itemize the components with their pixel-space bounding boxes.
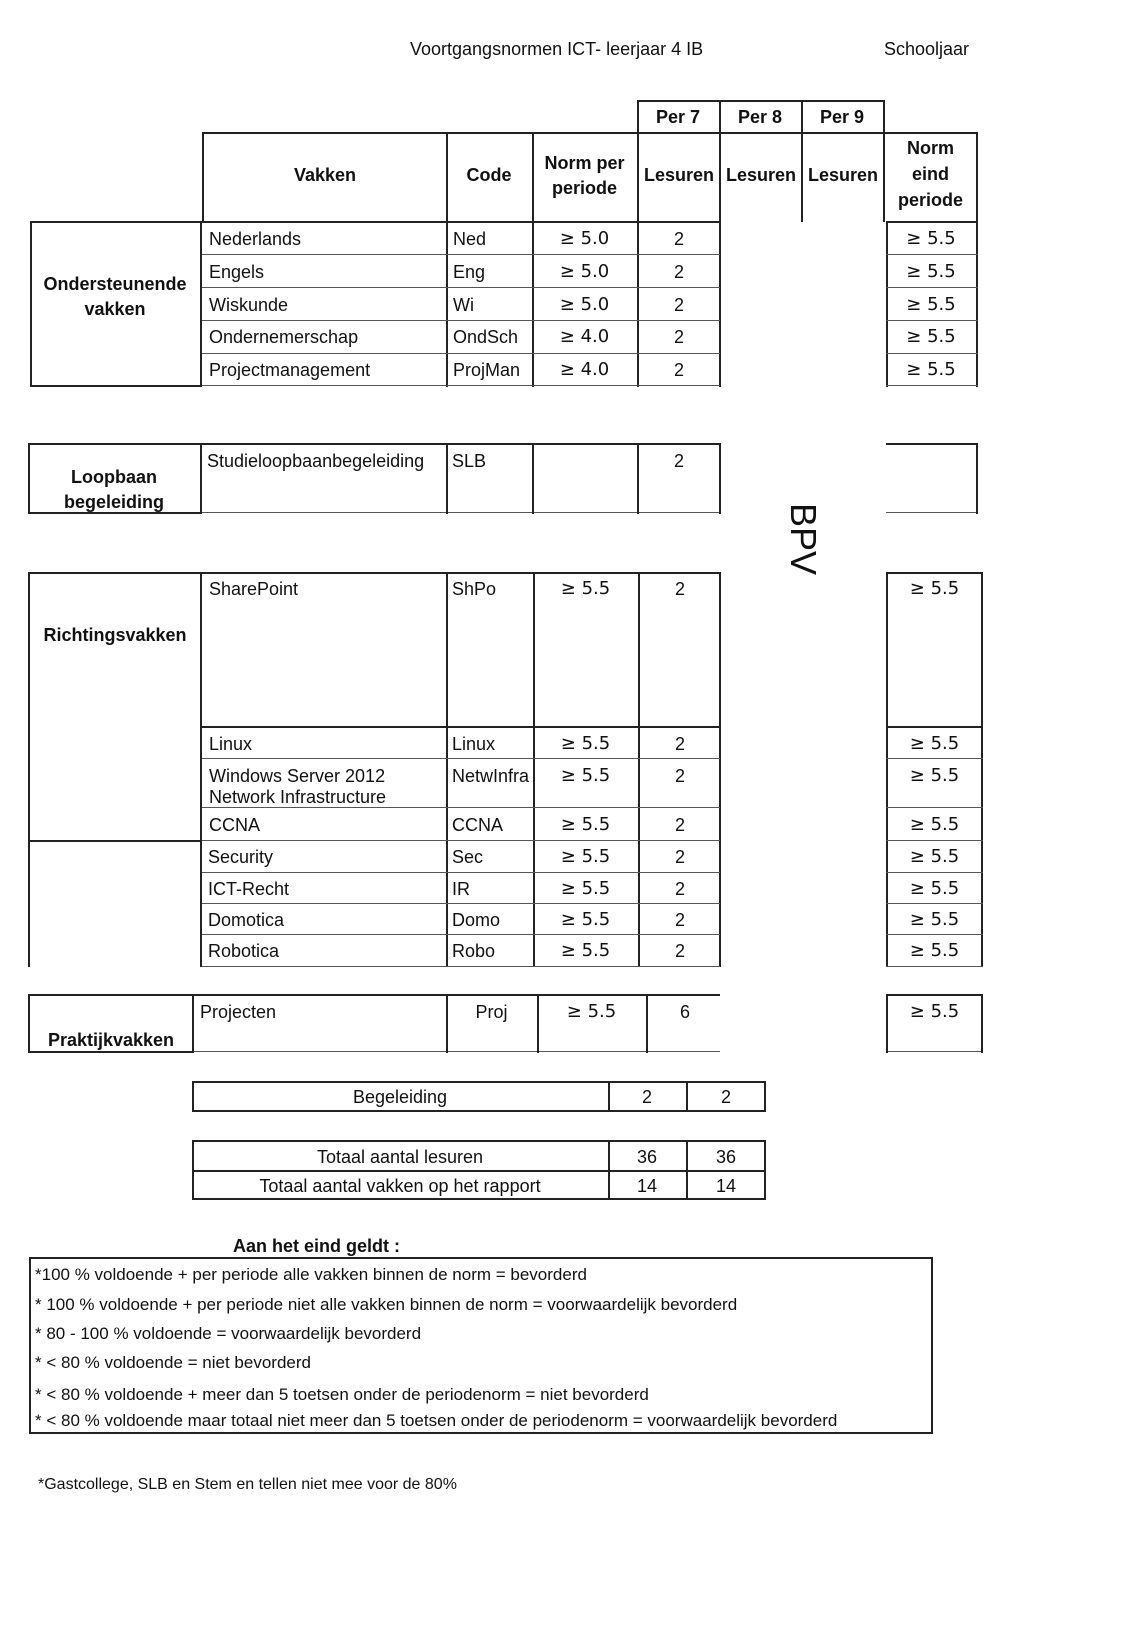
norm-cell: ≥ 5.5: [560, 940, 611, 961]
eind-cell: ≥ 5.5: [909, 909, 960, 930]
total-value-1: 14: [636, 1176, 658, 1196]
begeleiding-label: Begeleiding: [352, 1087, 448, 1107]
eind-cell: ≥ 5.5: [909, 846, 960, 867]
eind-cell: ≥ 5.5: [909, 1001, 960, 1022]
eind-cell: ≥ 5.5: [909, 733, 960, 754]
norm-cell: ≥ 5.0: [559, 261, 610, 282]
code-cell: ShPo: [452, 579, 497, 599]
lesuren-cell: 2: [673, 229, 684, 249]
page-title: Voortgangsnormen ICT- leerjaar 4 IB: [410, 39, 704, 59]
code-cell: Ned: [453, 229, 487, 249]
vak-cell: ICT-Recht: [208, 879, 290, 899]
code-cell: IR: [452, 879, 470, 899]
code-cell: ProjMan: [453, 360, 521, 380]
header-norm-line1: Norm per: [544, 153, 625, 173]
norm-cell: ≥ 4.0: [559, 326, 610, 347]
lesuren-cell: 2: [673, 327, 684, 347]
lesuren-cell: 2: [674, 847, 685, 867]
vak-cell: Projectmanagement: [209, 360, 371, 380]
lesuren-cell: 2: [674, 941, 685, 961]
bpv-label: BPV: [783, 503, 824, 576]
header-lesuren-7: Lesuren: [643, 165, 715, 185]
lesuren-cell: 2: [673, 295, 684, 315]
vak-cell: Windows Server 2012: [209, 766, 386, 786]
norm-cell: ≥ 5.0: [559, 228, 610, 249]
header-norm-eind-1: Norm: [906, 138, 954, 158]
norm-cell: ≥ 5.5: [560, 814, 611, 835]
eind-cell: ≥ 5.5: [906, 359, 956, 380]
lesuren-cell: 2: [673, 451, 684, 471]
header-per8: Per 8: [737, 107, 783, 127]
code-cell: OndSch: [453, 327, 519, 347]
vak-cell: CCNA: [209, 815, 261, 835]
lesuren-cell: 6: [679, 1002, 690, 1022]
vak-cell: Ondernemerschap: [209, 327, 359, 347]
code-cell: Eng: [453, 262, 486, 282]
lesuren-cell: 2: [673, 360, 684, 380]
header-norm-eind-3: periode: [897, 190, 963, 210]
code-cell: Linux: [452, 734, 496, 754]
lesuren-cell: 2: [674, 734, 685, 754]
vak-cell: SharePoint: [209, 579, 299, 599]
header-norm-line2: periode: [551, 178, 617, 198]
eind-cell: ≥ 5.5: [906, 294, 956, 315]
eind-cell: ≥ 5.5: [909, 765, 960, 786]
vak-cell: Robotica: [208, 941, 280, 961]
rule-line: *100 % voldoende + per periode alle vakken binnen de norm = bevorderd: [35, 1265, 587, 1284]
begeleiding-value-2: 2: [720, 1087, 731, 1107]
vak-cell-line2: Network Infrastructure: [209, 787, 387, 807]
norm-cell: ≥ 5.0: [559, 294, 610, 315]
vak-cell: Linux: [209, 734, 253, 754]
total-value-2: 36: [715, 1147, 737, 1167]
norm-cell: ≥ 5.5: [560, 878, 611, 899]
group-richting: Richtingsvakken: [43, 625, 187, 645]
header-norm-eind-2: eind: [911, 164, 949, 184]
norm-cell: ≥ 4.0: [559, 359, 610, 380]
total-value-2: 14: [715, 1176, 737, 1196]
norm-cell: ≥ 5.5: [560, 909, 611, 930]
norm-cell: ≥ 5.5: [560, 846, 611, 867]
vak-cell: Domotica: [208, 910, 285, 930]
group-ondersteunend-1: Ondersteunende: [43, 274, 187, 294]
header-vakken: Vakken: [293, 165, 357, 185]
vak-cell: Projecten: [200, 1002, 277, 1022]
rule-line: * 80 - 100 % voldoende = voorwaardelijk bevorderd: [35, 1324, 422, 1343]
group-loopbaan-1: Loopbaan: [71, 467, 157, 487]
lesuren-cell: 2: [674, 815, 685, 835]
rule-line: * < 80 % voldoende = niet bevorderd: [35, 1353, 311, 1372]
vak-cell: Studieloopbaanbegeleiding: [207, 451, 425, 471]
header-per7: Per 7: [655, 107, 701, 127]
eind-cell: ≥ 5.5: [906, 228, 956, 249]
group-loopbaan-2: begeleiding: [63, 492, 164, 512]
rules-title: Aan het eind geldt :: [233, 1236, 401, 1256]
norm-cell: ≥ 5.5: [560, 733, 611, 754]
code-cell: Sec: [452, 847, 484, 867]
rule-line: * < 80 % voldoende maar totaal niet meer dan 5 toetsen onder de periodenorm = voorwaardelijk bevorderd: [35, 1411, 838, 1430]
group-ondersteunend-2: vakken: [84, 299, 146, 319]
total-label: Totaal aantal lesuren: [316, 1147, 484, 1167]
header-code: Code: [466, 165, 512, 185]
code-cell: Domo: [452, 910, 501, 930]
lesuren-cell: 2: [674, 879, 685, 899]
total-label: Totaal aantal vakken op het rapport: [259, 1176, 541, 1196]
lesuren-cell: 2: [673, 262, 684, 282]
vak-cell: Wiskunde: [209, 295, 289, 315]
eind-cell: ≥ 5.5: [906, 261, 956, 282]
eind-cell: ≥ 5.5: [909, 940, 960, 961]
eind-cell: ≥ 5.5: [906, 326, 956, 347]
code-cell: NetwInfra: [452, 766, 530, 786]
total-value-1: 36: [636, 1147, 658, 1167]
rule-line: * < 80 % voldoende + meer dan 5 toetsen onder de periodenorm = niet bevorderd: [35, 1385, 649, 1404]
code-cell: CCNA: [452, 815, 504, 835]
footnote: *Gastcollege, SLB en Stem en tellen niet mee voor de 80%: [38, 1476, 457, 1493]
group-praktijk: Praktijkvakken: [47, 1030, 175, 1050]
lesuren-cell: 2: [674, 766, 685, 786]
norm-cell: ≥ 5.5: [560, 578, 611, 599]
eind-cell: ≥ 5.5: [909, 814, 960, 835]
rule-line: * 100 % voldoende + per periode niet alle vakken binnen de norm = voorwaardelijk bevorderd: [35, 1295, 738, 1314]
eind-cell: ≥ 5.5: [909, 878, 960, 899]
code-cell: Proj: [475, 1002, 508, 1022]
vak-cell: Security: [208, 847, 274, 867]
code-cell: Robo: [452, 941, 496, 961]
lesuren-cell: 2: [674, 910, 685, 930]
header-lesuren-8: Lesuren: [725, 165, 797, 185]
lesuren-cell: 2: [674, 579, 685, 599]
code-cell: SLB: [452, 451, 487, 471]
code-cell: Wi: [453, 295, 474, 315]
norm-cell: ≥ 5.5: [566, 1001, 617, 1022]
header-per9: Per 9: [819, 107, 865, 127]
eind-cell: ≥ 5.5: [909, 578, 960, 599]
header-lesuren-9: Lesuren: [807, 165, 879, 185]
vak-cell: Nederlands: [209, 229, 302, 249]
schooljaar-label: Schooljaar: [884, 39, 970, 59]
norm-cell: ≥ 5.5: [560, 765, 611, 786]
begeleiding-value-1: 2: [641, 1087, 652, 1107]
vak-cell: Engels: [209, 262, 265, 282]
